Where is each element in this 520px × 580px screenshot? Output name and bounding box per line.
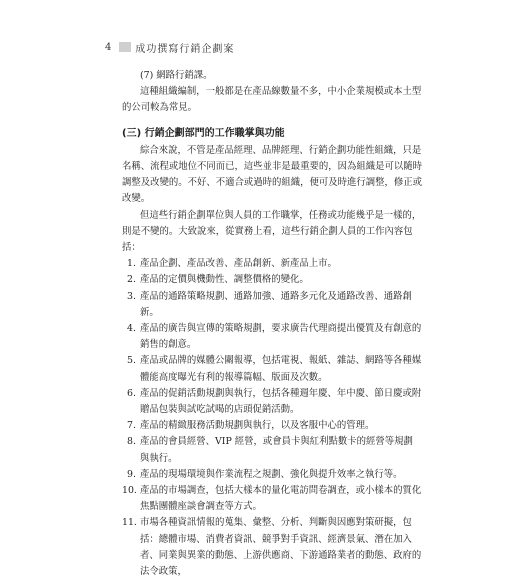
list-item xyxy=(122,418,422,434)
list-item-text: 產品的廣告與宣傳的策略規劃，要求廣告代理商提出優質及有創意的銷售的創意。 xyxy=(140,323,422,351)
list-item xyxy=(122,289,422,321)
list-item xyxy=(122,467,422,483)
list-item-text: 產品的通路策略規劃、通路加強、通路多元化及通路改善、通路創新。 xyxy=(140,290,412,318)
list-item-text: 產品的市場調查，包括大樣本的量化電訪問卷調查，或小樣本的質化焦點團體座談會調查等方式。 xyxy=(140,485,422,513)
duties-list xyxy=(122,256,422,580)
list-item-number: 1. xyxy=(127,258,136,270)
list-item-text: 產品的精緻服務活動規劃與執行，以及客服中心的管理。 xyxy=(140,420,375,432)
list-item-text: 產品企劃、產品改善、產品創新、新產品上市。 xyxy=(140,258,337,270)
page-header xyxy=(105,40,234,54)
list-item-text: 產品的會員經營、VIP 經營，或會員卡與紅利點數卡的經營等規劃與執行。 xyxy=(140,436,413,464)
subitem-7: (7) 網路行銷課。 xyxy=(140,70,213,81)
paragraph-duties-intro: 但這些行銷企劃單位與人員的工作職掌，任務或功能幾乎是一樣的，則是不變的。大致說來，從實務上看，這些行銷企劃人員的工作內容包括： xyxy=(122,209,422,254)
paragraph-summary: 綜合來說，不管是產品經理、品牌經理、行銷企劃功能性組織，只是名稱、流程或地位不同而已，這些並非是最重要的，因為組織是可以隨時調整及改變的。不好、不適合或過時的組織，便可及時進行調整，修正或改變。 xyxy=(122,144,423,205)
page-body xyxy=(122,68,422,580)
list-item xyxy=(122,483,422,515)
list-item-number: 7. xyxy=(127,420,136,432)
running-title: 成功撰寫行銷企劃案 xyxy=(135,43,235,55)
list-item xyxy=(122,321,422,353)
list-item-number: 10. xyxy=(122,485,137,497)
list-item xyxy=(122,256,422,272)
list-item-text: 產品的定價與機動性、調整價格的變化。 xyxy=(140,274,309,286)
list-item xyxy=(122,386,422,418)
list-item-number: 5. xyxy=(127,355,136,367)
list-item-text: 產品的促銷活動規劃與執行，包括各種週年慶、年中慶、節日慶或附贈品包裝與試吃試喝的店頭促銷活動。 xyxy=(140,387,422,416)
list-item-text: 市場各種資訊情報的蒐集、彙整、分析、判斷與因應對策研擬，包括：總體市場、消費者資訊、競爭對手資訊、經濟景氣、潛在加入者、同業與異業的動態、上游供應商、下游通路業者的動態、政府的法令政策， xyxy=(140,517,422,578)
list-item xyxy=(122,353,422,385)
list-item-number: 8. xyxy=(127,436,136,448)
book-logo-icon xyxy=(119,42,131,52)
list-item-text: 產品或品牌的媒體公關報導，包括電視、報紙、雜誌、網路等各種媒體能高度曝光有利的報導篇幅、版面及次數。 xyxy=(140,355,422,383)
list-item xyxy=(122,515,422,580)
section-title: (三) 行銷企劃部門的工作職掌與功能 xyxy=(122,127,285,139)
list-item-number: 6. xyxy=(127,387,136,399)
list-item xyxy=(122,272,422,288)
list-item-number: 9. xyxy=(127,468,136,480)
paragraph-organization: 這種組織編制，一般都是在產品線數量不多，中小企業規模或本土型的公司較為常見。 xyxy=(122,86,422,114)
list-item-text: 產品的現場環境與作業流程之規劃、強化與提升效率之執行等。 xyxy=(140,468,403,480)
page-number: 4 xyxy=(105,41,112,53)
list-item-number: 11. xyxy=(122,517,137,529)
list-item-number: 4. xyxy=(127,323,136,335)
list-item-number: 2. xyxy=(127,274,136,286)
list-item xyxy=(122,434,422,466)
list-item-number: 3. xyxy=(127,290,136,302)
